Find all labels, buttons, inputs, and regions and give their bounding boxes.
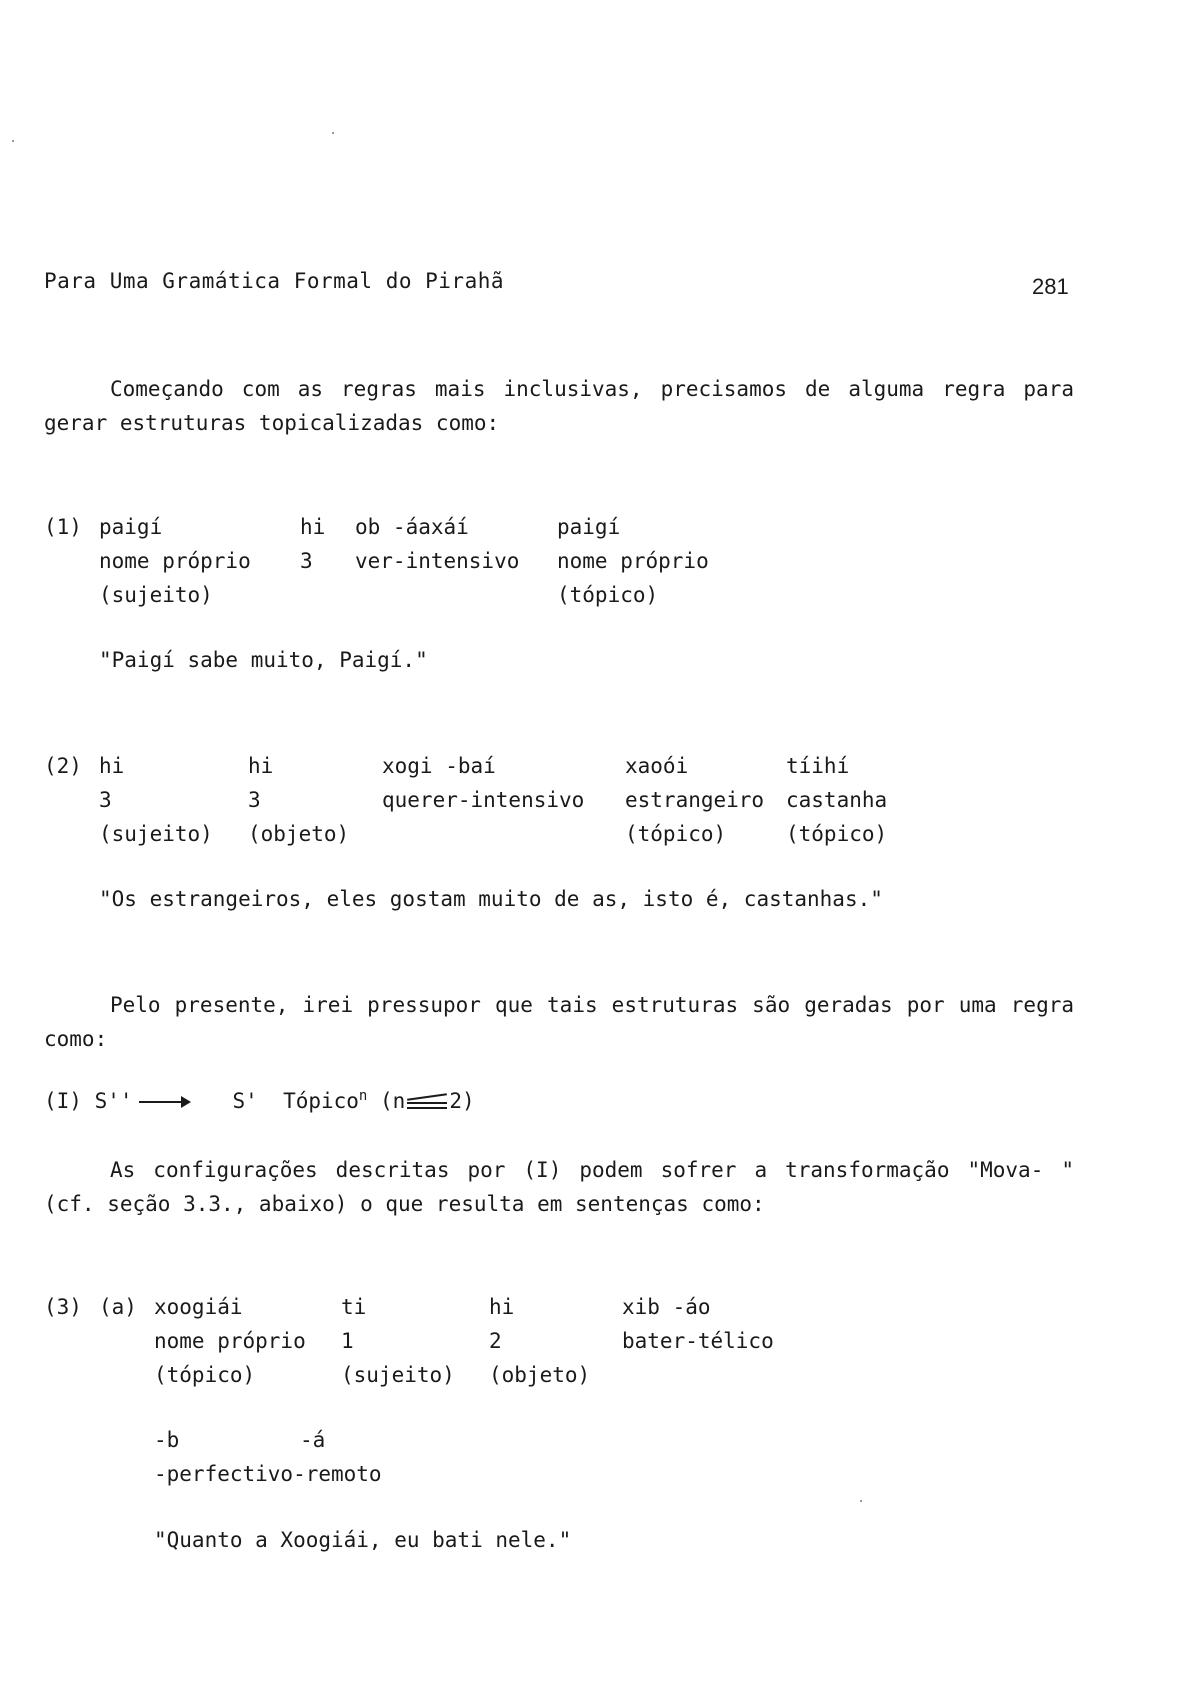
- gloss-column: paigí nome próprio (sujeito): [99, 515, 251, 607]
- example-number: (1): [44, 515, 82, 539]
- example-translation: "Os estrangeiros, eles gostam muito de as, isto é, castanhas.": [99, 887, 883, 911]
- example-translation: "Paigí sabe muito, Paigí.": [99, 648, 428, 672]
- page-number: 281: [1032, 274, 1069, 299]
- gloss-column: ob -áaxáí ver-intensivo: [355, 515, 520, 573]
- scan-speck: [860, 1500, 862, 1502]
- phrase-structure-rule: (I) S'' S' Tópico$^n$ (n 2): [44, 1088, 475, 1113]
- paragraph-2: Pelo presente, irei pressupor que tais estruturas são geradas por uma regra como:: [44, 993, 1074, 1051]
- gloss-column: xogi -baí querer-intensivo: [382, 754, 585, 812]
- example-number: (2): [44, 754, 82, 778]
- scan-speck: [332, 132, 334, 134]
- gloss-column: tíihí castanha (tópico): [786, 754, 888, 846]
- gloss-column: paigí nome próprio (tópico): [557, 515, 709, 607]
- gloss-column: xib -áo bater-télico: [622, 1295, 774, 1353]
- gloss-column: hi 3 (objeto): [248, 754, 350, 846]
- running-title: Para Uma Gramática Formal do Pirahã: [44, 269, 505, 293]
- paragraph-3: As configurações descritas por (I) podem sofrer a transformação "Mova- " (cf. seção 3.3., abaixo) o que resulta em sentenças como:: [44, 1158, 1074, 1216]
- gloss-column: hi 3 (sujeito): [99, 754, 213, 846]
- scan-speck: [12, 140, 14, 142]
- rule-label: (I): [44, 1089, 82, 1113]
- rewrite-arrow-icon: [139, 1101, 189, 1103]
- morpheme-gloss: -perfectivo-remoto: [154, 1462, 382, 1486]
- gloss-column: ti 1 (sujeito): [341, 1295, 455, 1387]
- gloss-column: hi 3: [300, 515, 326, 573]
- morpheme: -b: [154, 1428, 180, 1452]
- gloss-column: xoogiái nome próprio (tópico): [154, 1295, 306, 1387]
- example-sub-label: (a): [99, 1295, 137, 1319]
- morpheme: -á: [300, 1428, 326, 1452]
- less-equal-icon: [407, 1095, 447, 1109]
- gloss-column: xaoói estrangeiro (tópico): [625, 754, 765, 846]
- example-translation: "Quanto a Xoogiái, eu bati nele.": [154, 1528, 572, 1552]
- example-number: (3): [44, 1295, 82, 1319]
- paragraph-1: Começando com as regras mais inclusivas, precisamos de alguma regra para gerar estruturas topicalizadas como:: [44, 377, 1074, 435]
- gloss-column: hi 2 (objeto): [489, 1295, 591, 1387]
